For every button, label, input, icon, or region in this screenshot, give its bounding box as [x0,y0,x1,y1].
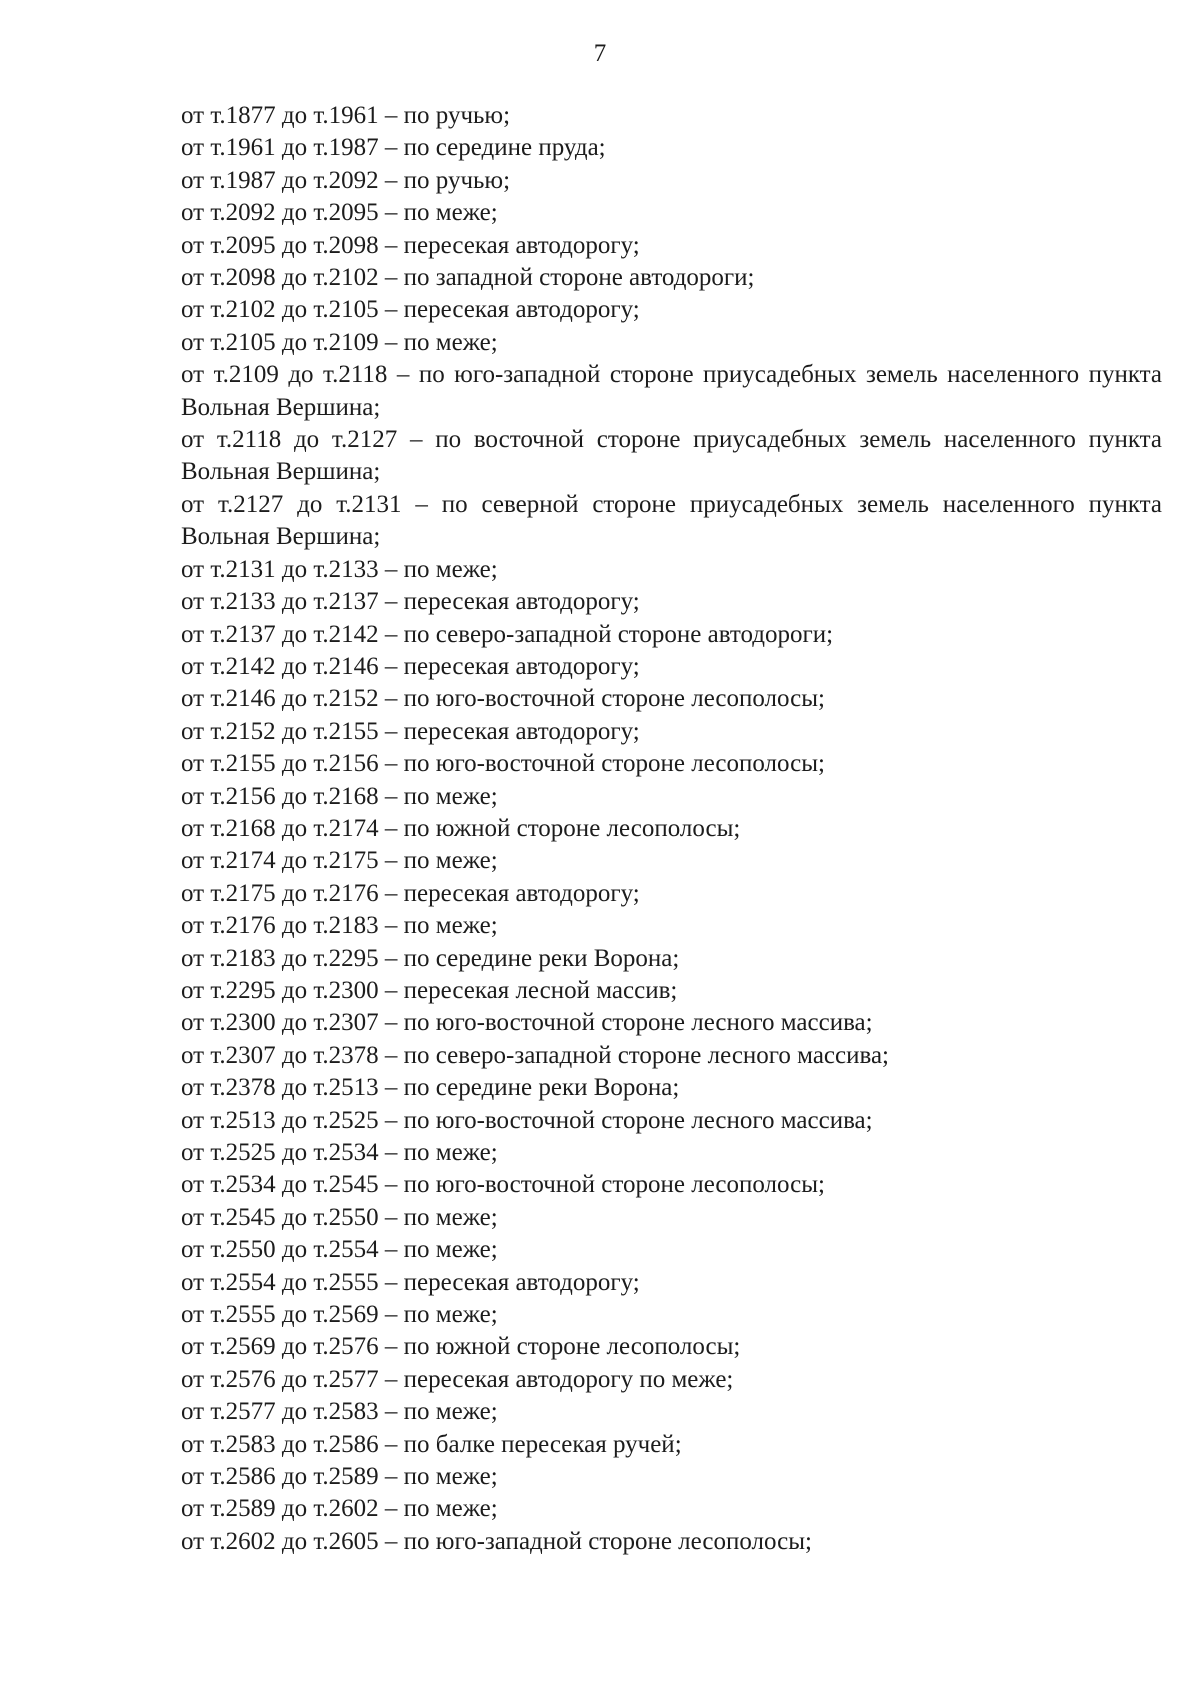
boundary-line: от т.2569 до т.2576 – по южной стороне лесополосы; [181,1333,741,1361]
boundary-line: от т.2577 до т.2583 – по меже; [181,1398,498,1426]
boundary-line: от т.2146 до т.2152 – по юго-восточной стороне лесополосы; [181,685,825,713]
page-number: 7 [593,40,607,67]
boundary-line: от т.2586 до т.2589 – по меже; [181,1463,498,1491]
boundary-line: от т.2307 до т.2378 – по северо-западной стороне лесного массива; [181,1041,890,1069]
boundary-line: от т.2155 до т.2156 – по юго-восточной стороне лесополосы; [181,750,825,778]
boundary-line: от т.2131 до т.2133 – по меже; [181,555,498,583]
boundary-line: от т.2513 до т.2525 – по юго-восточной стороне лесного массива; [181,1106,873,1134]
boundary-line: от т.2156 до т.2168 – по меже; [181,782,498,810]
boundary-line: от т.2152 до т.2155 – пересекая автодорогу; [181,717,640,745]
boundary-line: от т.2142 до т.2146 – пересекая автодорогу; [181,652,640,680]
boundary-line: от т.2300 до т.2307 – по юго-восточной стороне лесного массива; [181,1009,873,1037]
boundary-line: от т.2174 до т.2175 – по меже; [181,847,498,875]
boundary-line: от т.2183 до т.2295 – по середине реки Ворона; [181,944,680,972]
boundary-line: от т.2095 до т.2098 – пересекая автодорогу; [181,231,640,259]
boundary-line: от т.2525 до т.2534 – по меже; [181,1139,498,1166]
boundary-line: от т.2378 до т.2513 – по середине реки Ворона; [181,1074,680,1102]
boundary-description [181,100,1162,1558]
boundary-line: от т.2534 до т.2545 – по юго-восточной стороне лесополосы; [181,1171,825,1199]
boundary-line: от т.2555 до т.2569 – по меже; [181,1301,498,1329]
boundary-line: от т.1987 до т.2092 – по ручью; [181,166,511,194]
boundary-line: от т.2109 до т.2118 – по юго-западной стороне приусадебных земель населенного пункта Вольная Вершина; [181,361,1162,421]
boundary-line: от т.1961 до т.1987 – по середине пруда; [181,134,606,162]
boundary-line: от т.2545 до т.2550 – по меже; [181,1203,498,1231]
boundary-line: от т.2589 до т.2602 – по меже; [181,1495,498,1523]
boundary-line: от т.2137 до т.2142 – по северо-западной стороне автодороги; [181,620,834,648]
boundary-line: от т.1877 до т.1961 – по ручью; [181,102,511,129]
boundary-line: от т.2118 до т.2127 – по восточной стороне приусадебных земель населенного пункта Вольная Вершина; [181,426,1162,486]
boundary-line: от т.2554 до т.2555 – пересекая автодорогу; [181,1268,640,1296]
boundary-line: от т.2127 до т.2131 – по северной стороне приусадебных земель населенного пункта Вольная Вершина; [181,490,1162,551]
boundary-line: от т.2102 до т.2105 – пересекая автодорогу; [181,296,640,324]
boundary-line: от т.2550 до т.2554 – по меже; [181,1236,498,1264]
boundary-line: от т.2576 до т.2577 – пересекая автодорогу по меже; [181,1365,734,1393]
boundary-line: от т.2295 до т.2300 – пересекая лесной массив; [181,976,678,1004]
boundary-line: от т.2092 до т.2095 – по меже; [181,199,498,227]
boundary-line: от т.2176 до т.2183 – по меже; [181,912,498,940]
boundary-line: от т.2583 до т.2586 – по балке пересекая ручей; [181,1430,682,1458]
boundary-line: от т.2133 до т.2137 – пересекая автодорогу; [181,588,640,616]
boundary-line: от т.2098 до т.2102 – по западной стороне автодороги; [181,264,755,292]
boundary-line: от т.2175 до т.2176 – пересекая автодорогу; [181,879,640,907]
boundary-line: от т.2105 до т.2109 – по меже; [181,328,498,356]
boundary-line: от т.2602 до т.2605 – по юго-западной стороне лесополосы; [181,1527,812,1555]
boundary-line: от т.2168 до т.2174 – по южной стороне лесополосы; [181,814,741,842]
